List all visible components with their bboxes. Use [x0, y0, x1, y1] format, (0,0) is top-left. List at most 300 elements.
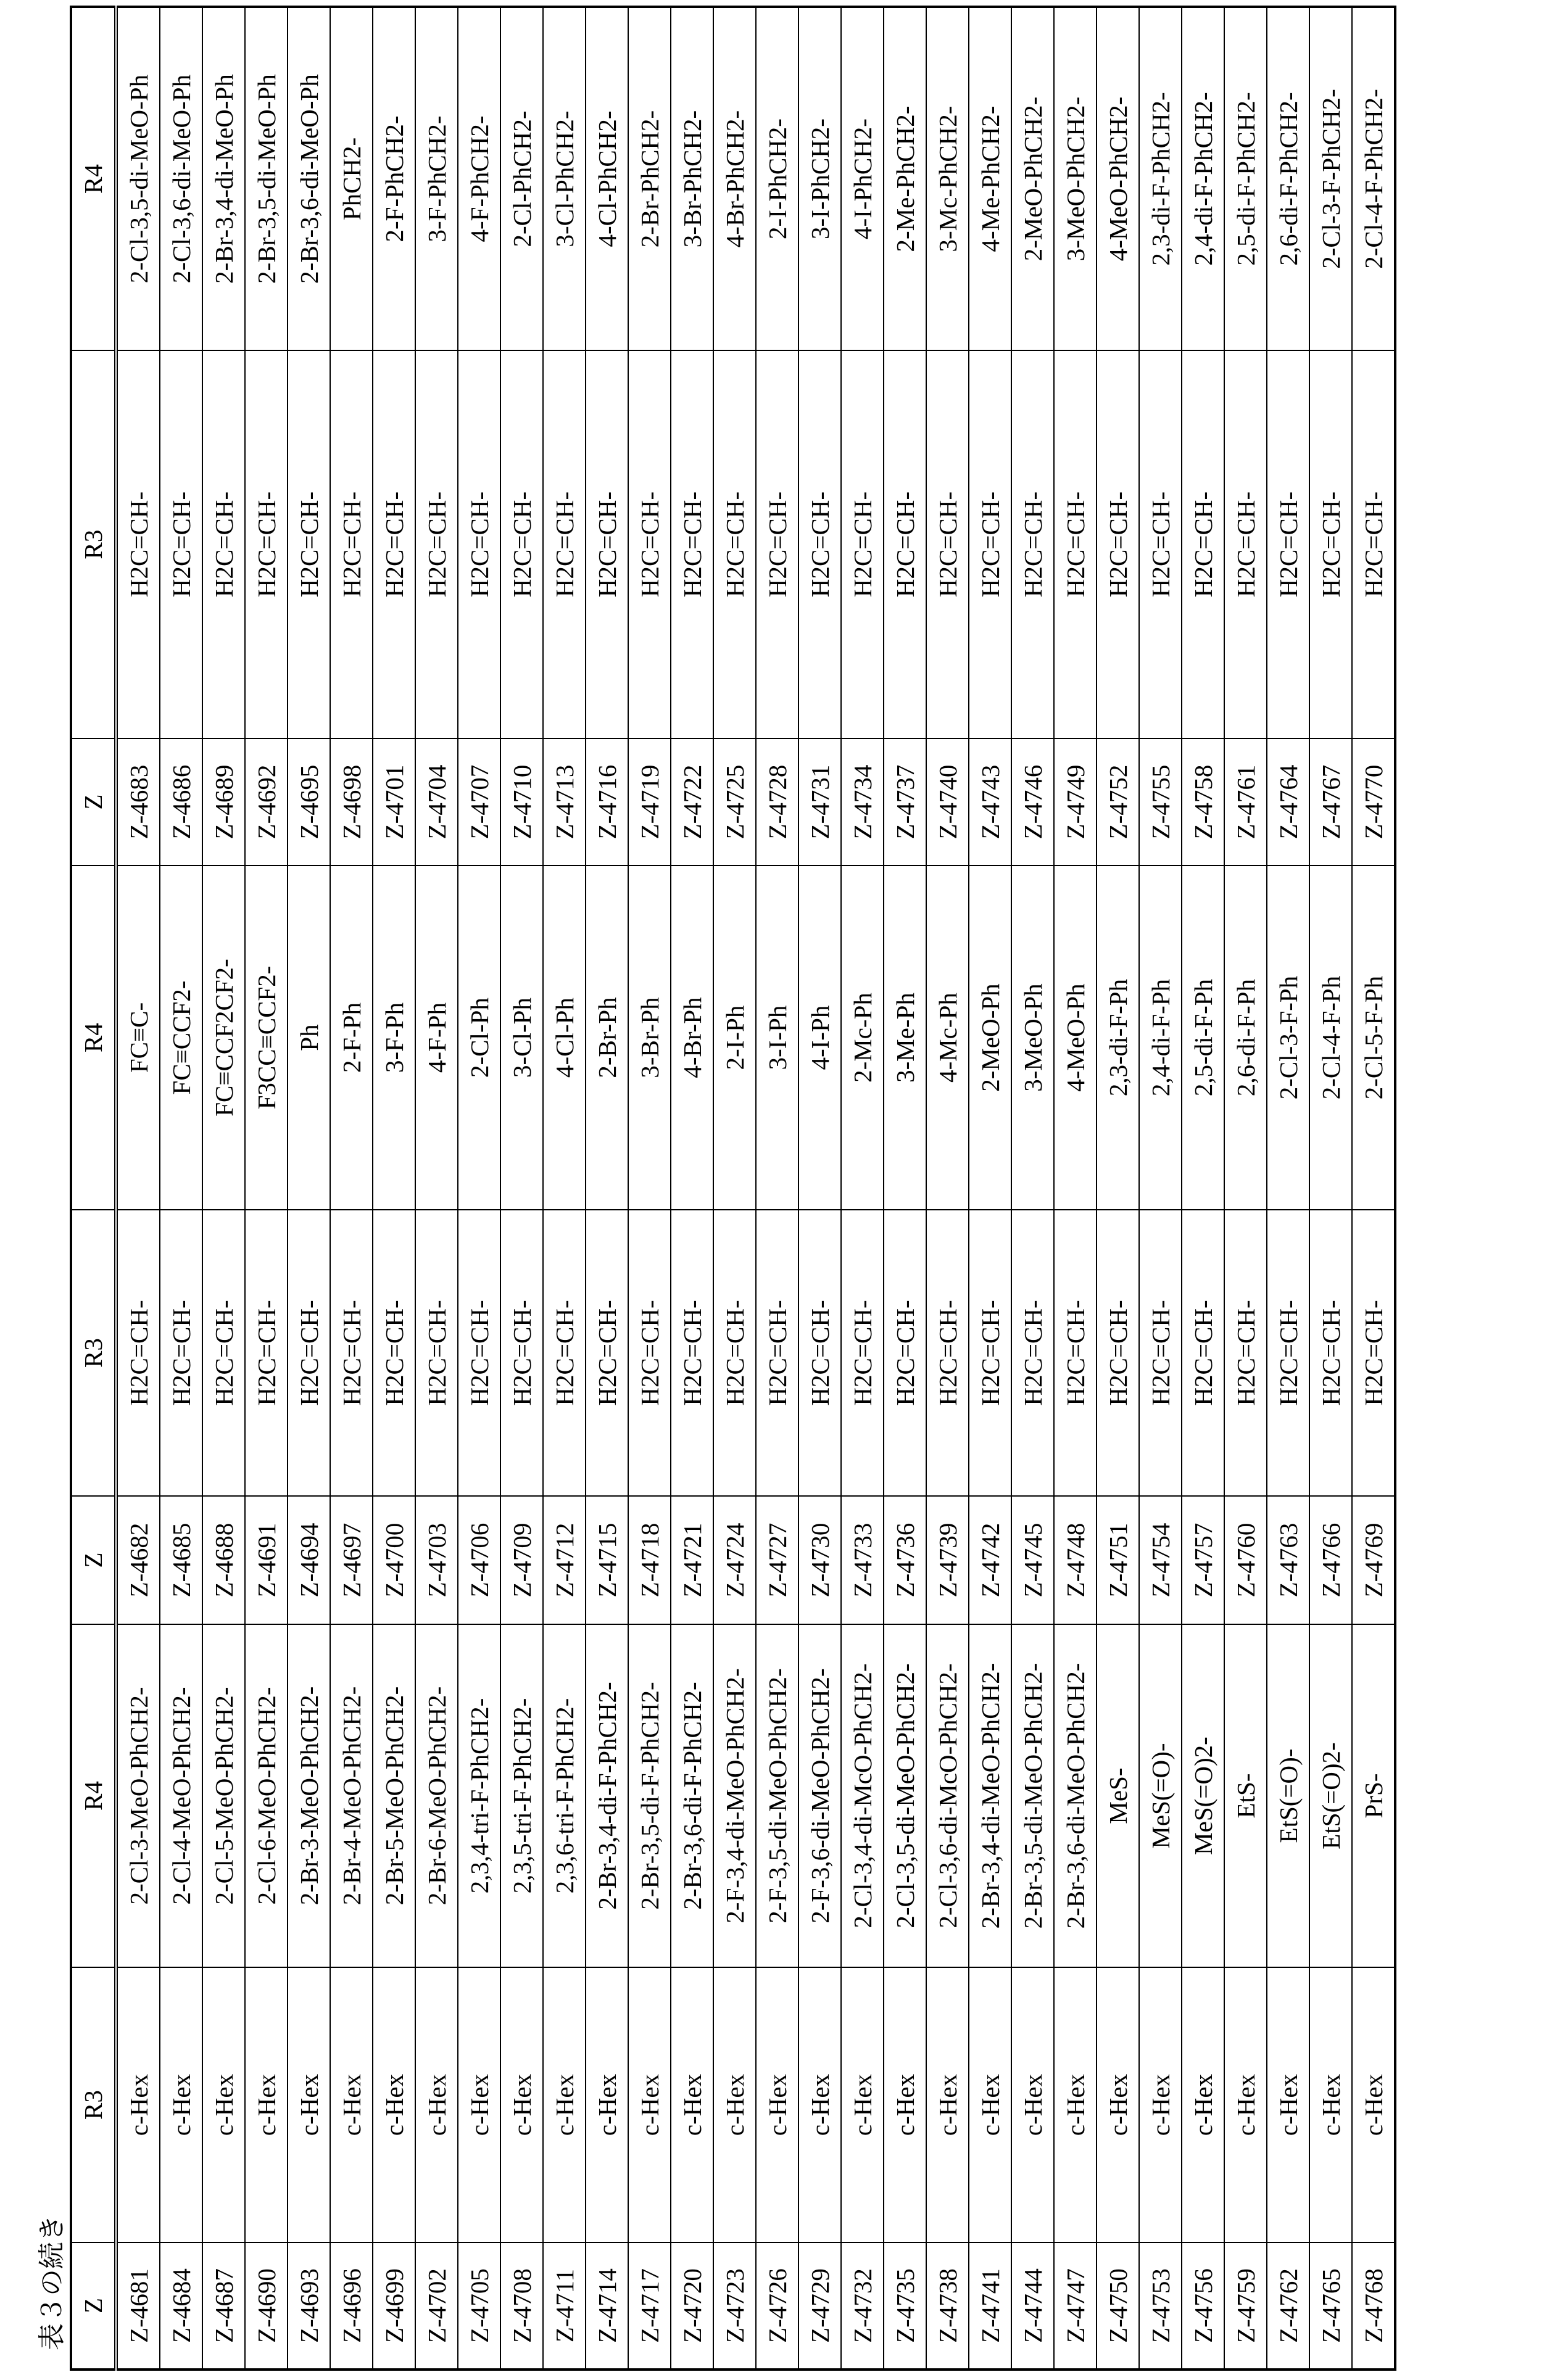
cell-r3: H2C=CH- — [415, 350, 458, 738]
cell-r4: 2-Cl-6-MeO-PhCH2- — [245, 1624, 288, 1967]
cell-z: Z-4682 — [116, 1496, 160, 1624]
cell-r3: c-Hex — [713, 1967, 756, 2242]
table-caption — [31, 2196, 68, 2369]
cell-r3: c-Hex — [1054, 1967, 1097, 2242]
cell-z: Z-4710 — [500, 738, 543, 866]
cell-r3: H2C=CH- — [798, 350, 841, 738]
table-row — [884, 7, 926, 2370]
cell-r4: 4-Me-PhCH2- — [969, 7, 1011, 350]
cell-r3: H2C=CH- — [713, 350, 756, 738]
header-r3-1: R3 — [71, 1967, 116, 2242]
cell-z: Z-4708 — [500, 2242, 543, 2370]
cell-r4: 2-Cl-5-MeO-PhCH2- — [202, 1624, 245, 1967]
cell-r4: 2-Br-4-MeO-PhCH2- — [330, 1624, 373, 1967]
cell-r3: H2C=CH- — [1097, 1210, 1139, 1496]
table-row — [1309, 7, 1352, 2370]
cell-r3: c-Hex — [500, 1967, 543, 2242]
cell-r3: H2C=CH- — [415, 1210, 458, 1496]
cell-r4: 2,6-di-F-Ph — [1224, 866, 1267, 1210]
table-row — [926, 7, 969, 2370]
cell-z: Z-4691 — [245, 1496, 288, 1624]
cell-z: Z-4684 — [160, 2242, 202, 2370]
cell-r3: c-Hex — [1224, 1967, 1267, 2242]
cell-r4: 2-Cl-3,5-di-MeO-PhCH2- — [884, 1624, 926, 1967]
cell-r4: 3-MeO-PhCH2- — [1054, 7, 1097, 350]
cell-r4: 2-Br-3,6-di-MeO-Ph — [288, 7, 330, 350]
cell-r3: H2C=CH- — [671, 350, 713, 738]
cell-r3: H2C=CH- — [330, 350, 373, 738]
cell-r3: H2C=CH- — [841, 1210, 884, 1496]
cell-z: Z-4718 — [628, 1496, 671, 1624]
cell-r3: H2C=CH- — [1352, 350, 1395, 738]
table-row — [373, 7, 415, 2370]
cell-r3: c-Hex — [543, 1967, 586, 2242]
cell-r3: c-Hex — [884, 1967, 926, 2242]
table-row — [586, 7, 628, 2370]
cell-r3: c-Hex — [671, 1967, 713, 2242]
cell-r3: H2C=CH- — [884, 1210, 926, 1496]
cell-r4: 2,6-di-F-PhCH2- — [1267, 7, 1309, 350]
compound-table-container — [70, 8, 1403, 2371]
cell-z: Z-4761 — [1224, 738, 1267, 866]
cell-r4: 2-Br-3,6-di-F-PhCH2- — [671, 1624, 713, 1967]
cell-r4: 4-F-Ph — [415, 866, 458, 1210]
cell-r3: H2C=CH- — [500, 350, 543, 738]
cell-z: Z-4720 — [671, 2242, 713, 2370]
cell-r3: c-Hex — [1011, 1967, 1054, 2242]
cell-r4: 2-Me-PhCH2- — [884, 7, 926, 350]
cell-r4: 4-F-PhCH2- — [458, 7, 500, 350]
cell-r4: 2-Br-3,5-di-MeO-PhCH2- — [1011, 1624, 1054, 1967]
cell-r3: H2C=CH- — [628, 1210, 671, 1496]
cell-z: Z-4730 — [798, 1496, 841, 1624]
cell-r4: 2-Cl-4-F-PhCH2- — [1352, 7, 1395, 350]
cell-r4: 2-Br-3,5-di-F-PhCH2- — [628, 1624, 671, 1967]
cell-r3: H2C=CH- — [1224, 1210, 1267, 1496]
cell-r3: H2C=CH- — [1054, 1210, 1097, 1496]
header-r4-1: R4 — [71, 1624, 116, 1967]
cell-z: Z-4755 — [1139, 738, 1182, 866]
cell-r4: 2,3,4-tri-F-PhCH2- — [458, 1624, 500, 1967]
cell-r4: 2-Mc-Ph — [841, 866, 884, 1210]
cell-r3: c-Hex — [202, 1967, 245, 2242]
cell-r4: 4-I-Ph — [798, 866, 841, 1210]
cell-z: Z-4769 — [1352, 1496, 1395, 1624]
cell-r3: c-Hex — [798, 1967, 841, 2242]
cell-r4: 2-F-Ph — [330, 866, 373, 1210]
cell-z: Z-4683 — [116, 738, 160, 866]
cell-z: Z-4686 — [160, 738, 202, 866]
cell-z: Z-4733 — [841, 1496, 884, 1624]
cell-r3: H2C=CH- — [1011, 350, 1054, 738]
cell-z: Z-4745 — [1011, 1496, 1054, 1624]
cell-r4: 2-Br-3-MeO-PhCH2- — [288, 1624, 330, 1967]
cell-z: Z-4764 — [1267, 738, 1309, 866]
cell-z: Z-4736 — [884, 1496, 926, 1624]
cell-z: Z-4746 — [1011, 738, 1054, 866]
cell-r3: c-Hex — [969, 1967, 1011, 2242]
table-row — [969, 7, 1011, 2370]
cell-z: Z-4688 — [202, 1496, 245, 1624]
table-row — [1182, 7, 1224, 2370]
cell-z: Z-4743 — [969, 738, 1011, 866]
cell-r4: 2-F-3,6-di-MeO-PhCH2- — [798, 1624, 841, 1967]
table-row — [543, 7, 586, 2370]
cell-r4: 2-I-Ph — [713, 866, 756, 1210]
cell-r4: 2-Cl-3,6-di-McO-PhCH2- — [926, 1624, 969, 1967]
cell-r3: c-Hex — [288, 1967, 330, 2242]
cell-z: Z-4727 — [756, 1496, 798, 1624]
cell-r4: 3-Me-Ph — [884, 866, 926, 1210]
cell-z: Z-4734 — [841, 738, 884, 866]
cell-r4: 3-I-Ph — [756, 866, 798, 1210]
cell-r3: H2C=CH- — [1267, 1210, 1309, 1496]
cell-r3: H2C=CH- — [1267, 350, 1309, 738]
cell-z: Z-4752 — [1097, 738, 1139, 866]
cell-r3: H2C=CH- — [1309, 350, 1352, 738]
cell-r4: 2-I-PhCH2- — [756, 7, 798, 350]
cell-r3: H2C=CH- — [1011, 1210, 1054, 1496]
header-r3-3: R3 — [71, 350, 116, 738]
table-row — [1267, 7, 1309, 2370]
cell-r4: 2-Cl-3,4-di-McO-PhCH2- — [841, 1624, 884, 1967]
cell-r4: 3-Cl-Ph — [500, 866, 543, 1210]
header-row — [71, 7, 116, 2370]
cell-z: Z-4735 — [884, 2242, 926, 2370]
cell-r3: H2C=CH- — [713, 1210, 756, 1496]
table-row — [1352, 7, 1395, 2370]
cell-r4: PhCH2- — [330, 7, 373, 350]
cell-r3: H2C=CH- — [288, 350, 330, 738]
cell-z: Z-4747 — [1054, 2242, 1097, 2370]
cell-r3: H2C=CH- — [586, 1210, 628, 1496]
cell-z: Z-4711 — [543, 2242, 586, 2370]
cell-r3: H2C=CH- — [884, 350, 926, 738]
cell-z: Z-4689 — [202, 738, 245, 866]
cell-r4: 4-Br-PhCH2- — [713, 7, 756, 350]
cell-r4: 2-Br-5-MeO-PhCH2- — [373, 1624, 415, 1967]
cell-r3: c-Hex — [116, 1967, 160, 2242]
table-row — [671, 7, 713, 2370]
cell-z: Z-4709 — [500, 1496, 543, 1624]
cell-z: Z-4729 — [798, 2242, 841, 2370]
cell-z: Z-4719 — [628, 738, 671, 866]
cell-r3: c-Hex — [1182, 1967, 1224, 2242]
cell-z: Z-4766 — [1309, 1496, 1352, 1624]
cell-r4: 4-Br-Ph — [671, 866, 713, 1210]
cell-r3: c-Hex — [1097, 1967, 1139, 2242]
cell-r4: EtS- — [1224, 1624, 1267, 1967]
cell-r4: 4-Cl-Ph — [543, 866, 586, 1210]
cell-z: Z-4754 — [1139, 1496, 1182, 1624]
cell-r4: 2-Cl-3,6-di-MeO-Ph — [160, 7, 202, 350]
cell-r4: 2,3,6-tri-F-PhCH2- — [543, 1624, 586, 1967]
cell-r4: 2-MeO-Ph — [969, 866, 1011, 1210]
cell-r4: 2-Cl-PhCH2- — [500, 7, 543, 350]
cell-z: Z-4732 — [841, 2242, 884, 2370]
cell-z: Z-4714 — [586, 2242, 628, 2370]
cell-z: Z-4697 — [330, 1496, 373, 1624]
table-row — [330, 7, 373, 2370]
table-row — [202, 7, 245, 2370]
cell-r3: H2C=CH- — [1097, 350, 1139, 738]
cell-z: Z-4740 — [926, 738, 969, 866]
cell-r4: 2,3-di-F-PhCH2- — [1139, 7, 1182, 350]
cell-z: Z-4758 — [1182, 738, 1224, 866]
cell-r4: Ph — [288, 866, 330, 1210]
table-row — [415, 7, 458, 2370]
cell-r3: H2C=CH- — [543, 1210, 586, 1496]
cell-r3: H2C=CH- — [202, 1210, 245, 1496]
cell-z: Z-4701 — [373, 738, 415, 866]
cell-r3: c-Hex — [245, 1967, 288, 2242]
cell-z: Z-4712 — [543, 1496, 586, 1624]
cell-z: Z-4685 — [160, 1496, 202, 1624]
cell-r4: 2-Cl-4-MeO-PhCH2- — [160, 1624, 202, 1967]
cell-r3: c-Hex — [373, 1967, 415, 2242]
table-row — [628, 7, 671, 2370]
cell-z: Z-4698 — [330, 738, 373, 866]
cell-r4: 2-F-PhCH2- — [373, 7, 415, 350]
cell-r4: 2-F-3,4-di-MeO-PhCH2- — [713, 1624, 756, 1967]
cell-z: Z-4767 — [1309, 738, 1352, 866]
cell-r4: 2-MeO-PhCH2- — [1011, 7, 1054, 350]
header-r4-2: R4 — [71, 866, 116, 1210]
cell-r4: 2,4-di-F-Ph — [1139, 866, 1182, 1210]
cell-r3: H2C=CH- — [756, 1210, 798, 1496]
cell-r3: H2C=CH- — [756, 350, 798, 738]
cell-r3: H2C=CH- — [330, 1210, 373, 1496]
cell-r3: H2C=CH- — [245, 350, 288, 738]
cell-r3: c-Hex — [330, 1967, 373, 2242]
table-body — [116, 7, 1395, 2370]
cell-r3: H2C=CH- — [969, 1210, 1011, 1496]
table-row — [160, 7, 202, 2370]
cell-r3: c-Hex — [1267, 1967, 1309, 2242]
cell-r4: MeS(=O)- — [1139, 1624, 1182, 1967]
cell-r4: MeS(=O)2- — [1182, 1624, 1224, 1967]
cell-z: Z-4760 — [1224, 1496, 1267, 1624]
table-caption-text: 表３の続き — [30, 2215, 69, 2350]
cell-z: Z-4703 — [415, 1496, 458, 1624]
cell-r4: 2-Br-3,4-di-MeO-PhCH2- — [969, 1624, 1011, 1967]
cell-r3: c-Hex — [1309, 1967, 1352, 2242]
cell-r3: H2C=CH- — [373, 350, 415, 738]
cell-r3: c-Hex — [415, 1967, 458, 2242]
cell-z: Z-4706 — [458, 1496, 500, 1624]
cell-z: Z-4699 — [373, 2242, 415, 2370]
cell-r3: H2C=CH- — [245, 1210, 288, 1496]
cell-r4: 4-Mc-Ph — [926, 866, 969, 1210]
cell-z: Z-4742 — [969, 1496, 1011, 1624]
cell-r4: 2-Cl-5-F-Ph — [1352, 866, 1395, 1210]
header-z-1: Z — [71, 2242, 116, 2370]
header-z-3: Z — [71, 738, 116, 866]
cell-r3: H2C=CH- — [116, 1210, 160, 1496]
cell-z: Z-4749 — [1054, 738, 1097, 866]
cell-z: Z-4751 — [1097, 1496, 1139, 1624]
cell-z: Z-4728 — [756, 738, 798, 866]
cell-z: Z-4690 — [245, 2242, 288, 2370]
cell-z: Z-4757 — [1182, 1496, 1224, 1624]
cell-r4: FC≡C- — [116, 866, 160, 1210]
cell-r4: F3CC≡CCF2- — [245, 866, 288, 1210]
cell-r3: H2C=CH- — [671, 1210, 713, 1496]
cell-r3: H2C=CH- — [458, 350, 500, 738]
cell-r4: 2-F-3,5-di-MeO-PhCH2- — [756, 1624, 798, 1967]
cell-r4: 4-MeO-PhCH2- — [1097, 7, 1139, 350]
cell-z: Z-4741 — [969, 2242, 1011, 2370]
cell-z: Z-4763 — [1267, 1496, 1309, 1624]
cell-r4: EtS(=O)- — [1267, 1624, 1309, 1967]
cell-r4: 2-Cl-Ph — [458, 866, 500, 1210]
cell-r4: 2-Br-3,6-di-MeO-PhCH2- — [1054, 1624, 1097, 1967]
cell-z: Z-4696 — [330, 2242, 373, 2370]
cell-r3: H2C=CH- — [543, 350, 586, 738]
cell-r4: 2-Cl-3-F-Ph — [1267, 866, 1309, 1210]
table-row — [116, 7, 160, 2370]
cell-r3: H2C=CH- — [1139, 350, 1182, 738]
cell-z: Z-4692 — [245, 738, 288, 866]
cell-r3: H2C=CH- — [373, 1210, 415, 1496]
cell-r3: H2C=CH- — [841, 350, 884, 738]
table-row — [841, 7, 884, 2370]
cell-z: Z-4738 — [926, 2242, 969, 2370]
cell-z: Z-4716 — [586, 738, 628, 866]
cell-r4: PrS- — [1352, 1624, 1395, 1967]
cell-r3: H2C=CH- — [202, 350, 245, 738]
cell-r3: c-Hex — [458, 1967, 500, 2242]
cell-z: Z-4702 — [415, 2242, 458, 2370]
cell-r4: FC≡CCF2CF2- — [202, 866, 245, 1210]
cell-z: Z-4715 — [586, 1496, 628, 1624]
cell-z: Z-4765 — [1309, 2242, 1352, 2370]
cell-r3: c-Hex — [628, 1967, 671, 2242]
cell-z: Z-4748 — [1054, 1496, 1097, 1624]
cell-r4: 3-I-PhCH2- — [798, 7, 841, 350]
cell-r3: H2C=CH- — [586, 350, 628, 738]
cell-r4: 2-Br-Ph — [586, 866, 628, 1210]
table-row — [713, 7, 756, 2370]
cell-r4: 3-Mc-PhCH2- — [926, 7, 969, 350]
cell-r3: H2C=CH- — [1139, 1210, 1182, 1496]
cell-r3: H2C=CH- — [160, 350, 202, 738]
cell-r3: H2C=CH- — [926, 1210, 969, 1496]
cell-r4: 4-MeO-Ph — [1054, 866, 1097, 1210]
cell-z: Z-4722 — [671, 738, 713, 866]
header-r4-3: R4 — [71, 7, 116, 350]
cell-r3: c-Hex — [1139, 1967, 1182, 2242]
cell-r3: H2C=CH- — [288, 1210, 330, 1496]
cell-z: Z-4750 — [1097, 2242, 1139, 2370]
cell-r4: EtS(=O)2- — [1309, 1624, 1352, 1967]
cell-r3: H2C=CH- — [500, 1210, 543, 1496]
compound-table — [70, 6, 1396, 2371]
cell-r4: 2-Cl-4-F-Ph — [1309, 866, 1352, 1210]
cell-z: Z-4707 — [458, 738, 500, 866]
cell-r4: 2,5-di-F-PhCH2- — [1224, 7, 1267, 350]
cell-z: Z-4705 — [458, 2242, 500, 2370]
cell-z: Z-4726 — [756, 2242, 798, 2370]
cell-r4: 3-Br-PhCH2- — [671, 7, 713, 350]
cell-z: Z-4759 — [1224, 2242, 1267, 2370]
cell-z: Z-4723 — [713, 2242, 756, 2370]
table-row — [1011, 7, 1054, 2370]
cell-z: Z-4687 — [202, 2242, 245, 2370]
cell-z: Z-4756 — [1182, 2242, 1224, 2370]
cell-r3: H2C=CH- — [1182, 1210, 1224, 1496]
cell-z: Z-4713 — [543, 738, 586, 866]
cell-z: Z-4744 — [1011, 2242, 1054, 2370]
cell-r4: 2,3-di-F-Ph — [1097, 866, 1139, 1210]
table-row — [245, 7, 288, 2370]
cell-r4: 2-Br-6-MeO-PhCH2- — [415, 1624, 458, 1967]
cell-r3: H2C=CH- — [116, 350, 160, 738]
cell-r3: c-Hex — [1352, 1967, 1395, 2242]
cell-r3: H2C=CH- — [1309, 1210, 1352, 1496]
cell-z: Z-4753 — [1139, 2242, 1182, 2370]
cell-r3: c-Hex — [586, 1967, 628, 2242]
table-row — [500, 7, 543, 2370]
cell-r4: 2,4-di-F-PhCH2- — [1182, 7, 1224, 350]
cell-r3: c-Hex — [160, 1967, 202, 2242]
cell-r3: H2C=CH- — [926, 350, 969, 738]
cell-r3: H2C=CH- — [798, 1210, 841, 1496]
cell-z: Z-4739 — [926, 1496, 969, 1624]
cell-r3: H2C=CH- — [969, 350, 1011, 738]
cell-r3: H2C=CH- — [1182, 350, 1224, 738]
cell-r4: 4-Cl-PhCH2- — [586, 7, 628, 350]
cell-z: Z-4762 — [1267, 2242, 1309, 2370]
cell-r3: H2C=CH- — [1224, 350, 1267, 738]
cell-z: Z-4737 — [884, 738, 926, 866]
table-row — [1054, 7, 1097, 2370]
cell-r4: 2,5-di-F-Ph — [1182, 866, 1224, 1210]
cell-r4: 2-Br-PhCH2- — [628, 7, 671, 350]
cell-r3: c-Hex — [841, 1967, 884, 2242]
cell-z: Z-4694 — [288, 1496, 330, 1624]
table-row — [1224, 7, 1267, 2370]
table-row — [756, 7, 798, 2370]
cell-r4: 3-Br-Ph — [628, 866, 671, 1210]
cell-r4: 2-Br-3,4-di-MeO-Ph — [202, 7, 245, 350]
cell-z: Z-4731 — [798, 738, 841, 866]
cell-r3: H2C=CH- — [628, 350, 671, 738]
cell-r4: 2-Cl-3-F-PhCH2- — [1309, 7, 1352, 350]
header-r3-2: R3 — [71, 1210, 116, 1496]
cell-r4: MeS- — [1097, 1624, 1139, 1967]
cell-r4: 2-Br-3,5-di-MeO-Ph — [245, 7, 288, 350]
cell-z: Z-4704 — [415, 738, 458, 866]
cell-r4: 3-Cl-PhCH2- — [543, 7, 586, 350]
cell-r3: H2C=CH- — [1352, 1210, 1395, 1496]
cell-r4: 3-F-PhCH2- — [415, 7, 458, 350]
cell-r3: c-Hex — [756, 1967, 798, 2242]
cell-r3: H2C=CH- — [1054, 350, 1097, 738]
cell-r3: c-Hex — [926, 1967, 969, 2242]
table-row — [288, 7, 330, 2370]
cell-z: Z-4681 — [116, 2242, 160, 2370]
cell-r4: 2-Cl-3,5-di-MeO-Ph — [116, 7, 160, 350]
table-row — [798, 7, 841, 2370]
table-row — [1139, 7, 1182, 2370]
cell-z: Z-4721 — [671, 1496, 713, 1624]
cell-z: Z-4695 — [288, 738, 330, 866]
cell-z: Z-4725 — [713, 738, 756, 866]
cell-r4: 2-Br-3,4-di-F-PhCH2- — [586, 1624, 628, 1967]
cell-z: Z-4768 — [1352, 2242, 1395, 2370]
table-row — [1097, 7, 1139, 2370]
